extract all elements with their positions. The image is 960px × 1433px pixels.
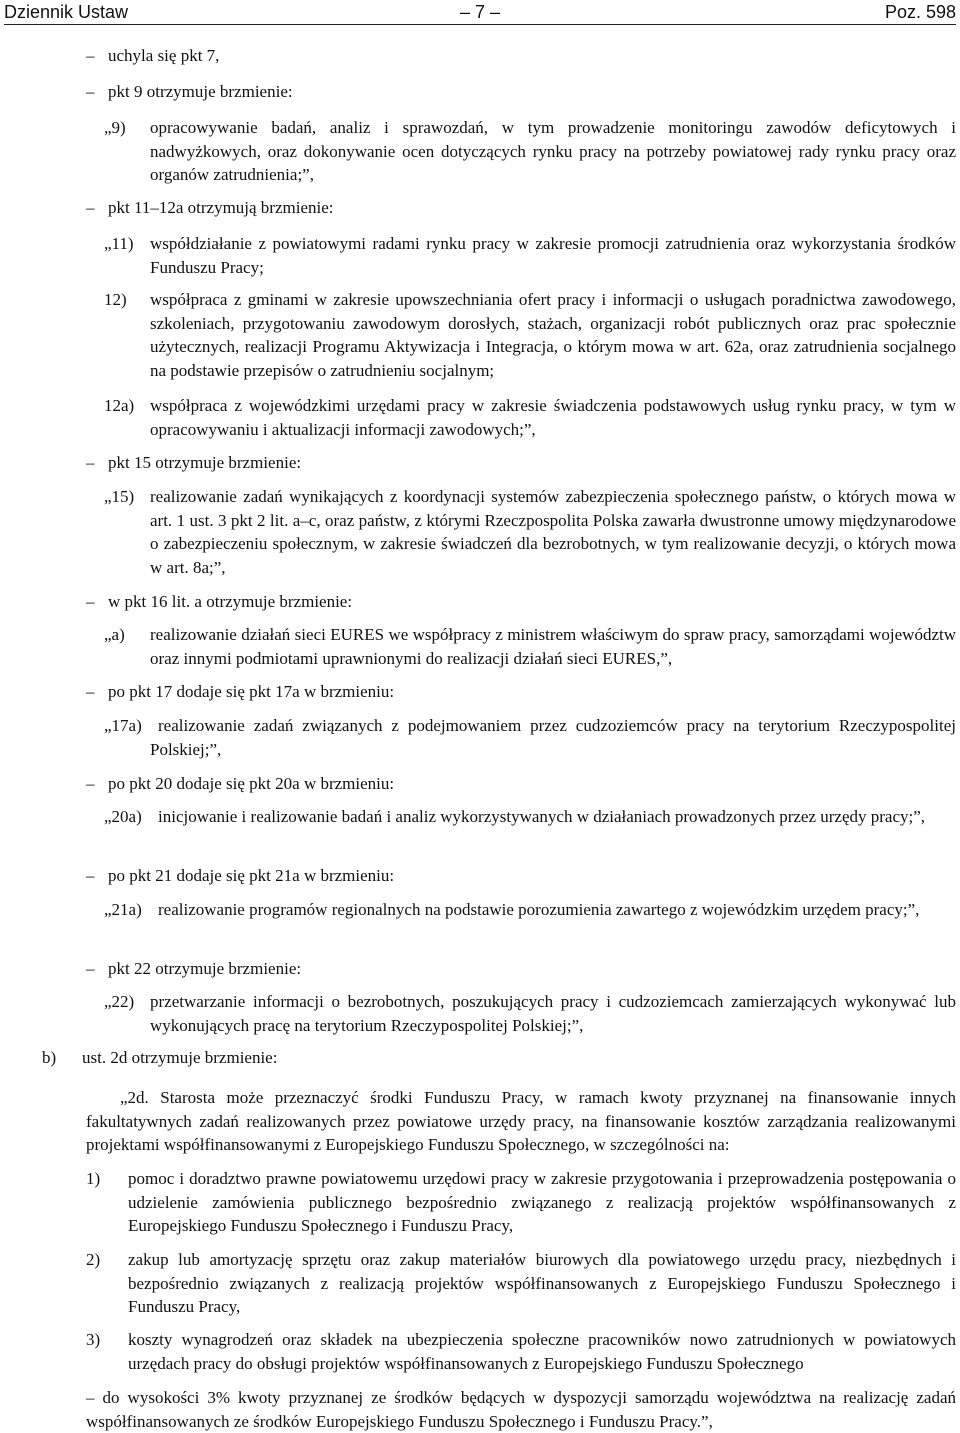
list-number: 1) (86, 1169, 101, 1188)
page-header (4, 0, 956, 25)
provision-text: realizowanie zadań wynikających z koordynacji systemów zabezpieczenia społecznego państw, o których mowa w art. 1 ust. 3 pkt 2 lit. a–c, oraz państw, z którymi Rzeczpospolita Polska zawarła dwustronne umowy międzynarodowe o zabezpieczeniu społecznym, w zakresie świadczeń dla bezrobotnych, w tym realizowanie decyzji, o których mowa w art. 8a;”, (150, 487, 956, 577)
provision-text: współdziałanie z powiatowymi radami rynku pracy w zakresie promocji zatrudnienia oraz wykorzystania środków Funduszu Pracy; (150, 234, 956, 277)
dash-mark: – (86, 592, 95, 611)
provision-number: „9) (104, 118, 126, 137)
list-text: pomoc i doradztwo prawne powiatowemu urzędowi pracy w zakresie przygotowania i przeprowadzenia postępowania o udzielenie zamówienia publicznego bezpośrednio związanego z realizacją projektów współfinansowanych z Europejskiego Funduszu Społecznego i Funduszu Pracy, (128, 1169, 956, 1235)
provision-number: „21a) (104, 900, 142, 919)
dash-text: uchyla się pkt 7, (108, 46, 220, 65)
journal-title: Dziennik Ustaw (4, 2, 129, 22)
provision-number: „a) (104, 625, 125, 644)
dash-mark: – (86, 959, 95, 978)
provision-text: realizowanie działań sieci EURES we współpracy z ministrem właściwym do spraw pracy, samorządami województw oraz innymi podmiotami uprawnionymi do realizacji działań sieci EURES,”, (150, 625, 956, 668)
point-text: ust. 2d otrzymuje brzmienie: (82, 1048, 278, 1067)
paragraph-2d (86, 1086, 956, 1157)
provision-number: „17a) (104, 716, 142, 735)
closing-clause: – do wysokości 3% kwoty przyznanej ze środków będących w dyspozycji samorządu województwa na realizację zadań współfinansowanych ze środków Europejskiego Funduszu Społecznego i Funduszu Pracy.”, (86, 1388, 956, 1431)
paragraph-text: „2d. Starosta może przeznaczyć środki Funduszu Pracy, w ramach kwoty przyznanej na finansowanie innych fakultatywnych zadań realizowanych przez powiatowe urzędy pracy, na finansowanie kosztów zarządzania realizowanymi projektami współfinansowanymi z Europejskiego Funduszu Społecznego, w szczególności na: (86, 1088, 956, 1154)
dash-mark: – (86, 46, 95, 65)
provision-number: „20a) (104, 807, 142, 826)
provision-number: „11) (104, 234, 134, 253)
dash-text: pkt 11–12a otrzymują brzmienie: (108, 198, 334, 217)
provision-number: „22) (104, 992, 135, 1011)
provision-text: opracowywanie badań, analiz i sprawozdań, w tym prowadzenie monitoringu zawodów deficytowych i nadwyżkowych, oraz dokonywanie ocen dotyczących rynku pracy na potrzeby powiatowej rady rynku pracy oraz organów zatrudnienia;”, (150, 118, 956, 184)
dash-mark: – (86, 682, 95, 701)
position-number: Poz. 598 (884, 2, 956, 22)
dash-text: po pkt 20 dodaje się pkt 20a w brzmieniu: (108, 774, 395, 793)
provision-text: realizowanie programów regionalnych na podstawie porozumienia zawartego z wojewódzkim urzędem pracy;”, (158, 900, 920, 919)
dash-mark: – (86, 82, 95, 101)
dash-text: w pkt 16 lit. a otrzymuje brzmienie: (108, 592, 353, 611)
dash-text: pkt 22 otrzymuje brzmienie: (108, 959, 302, 978)
dash-mark: – (86, 866, 95, 885)
list-number: 2) (86, 1250, 101, 1269)
dash-text: po pkt 17 dodaje się pkt 17a w brzmieniu: (108, 682, 395, 701)
list-text: zakup lub amortyzację sprzętu oraz zakup materiałów biurowych dla powiatowego urzędu pracy, niezbędnych i bezpośrednio związanych z realizacją projektów współfinansowanych z Europejskiego Funduszu Społecznego i Funduszu Pracy, (128, 1250, 956, 1316)
provision-number: „15) (104, 487, 135, 506)
provision-text: przetwarzanie informacji o bezrobotnych, poszukujących pracy i cudzoziemcach zamierzających wykonywać lub wykonujących pracę na terytorium Rzeczypospolitej Polskiej;”, (150, 992, 956, 1035)
provision-text: współpraca z wojewódzkimi urzędami pracy w zakresie świadczenia podstawowych usług rynku pracy, w tym w opracowywaniu i aktualizacji informacji zawodowych;”, (150, 396, 956, 439)
provision-text: realizowanie zadań związanych z podejmowaniem przez cudzoziemców pracy na terytorium Rzeczypospolitej Polskiej;”, (150, 716, 956, 759)
dash-text: pkt 9 otrzymuje brzmienie: (108, 82, 293, 101)
page-number: – 7 – (459, 2, 501, 22)
list-number: 3) (86, 1330, 101, 1349)
dash-text: po pkt 21 dodaje się pkt 21a w brzmieniu: (108, 866, 395, 885)
dash-mark: – (86, 453, 95, 472)
provision-number: 12a) (104, 396, 135, 415)
provision-text: współpraca z gminami w zakresie upowszechniania ofert pracy i informacji o usługach poradnictwa zawodowego, szkoleniach, przygotowaniu zawodowym dorosłych, stażach, organizacji robót publicznych oraz prac społecznie użytecznych, realizacji Programu Aktywizacja i Integracja, o którym mowa w art. 62a, oraz zatrudnienia socjalnego na podstawie przepisów o zatrudnieniu socjalnym; (150, 290, 956, 380)
list-text: koszty wynagrodzeń oraz składek na ubezpieczenia społeczne pracowników nowo zatrudnionych w powiatowych urzędach pracy do obsługi projektów współfinansowanych z Europejskiego Funduszu Społecznego (128, 1330, 956, 1373)
dash-mark: – (86, 774, 95, 793)
dash-mark: – (86, 198, 95, 217)
dash-text: pkt 15 otrzymuje brzmienie: (108, 453, 302, 472)
provision-number: 12) (104, 290, 127, 309)
provision-text: inicjowanie i realizowanie badań i analiz wykorzystywanych w działaniach prowadzonych przez urzędy pracy;”, (158, 807, 926, 826)
point-label: b) (42, 1048, 57, 1067)
